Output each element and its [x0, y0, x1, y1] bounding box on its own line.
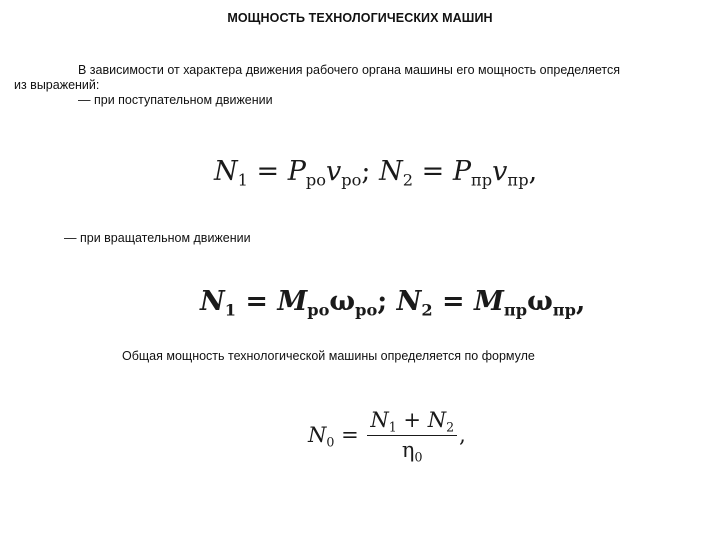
- equals-sign: =: [235, 286, 278, 317]
- subscript: 2: [421, 300, 433, 320]
- symbol-n2: N: [427, 408, 447, 432]
- rotational-motion-label: — при вращательном движении: [64, 231, 251, 245]
- fraction: [367, 408, 457, 465]
- symbol-force: P: [452, 156, 471, 187]
- subscript: 1: [237, 170, 248, 190]
- symbol-torque: M: [277, 286, 308, 317]
- subscript: ро: [307, 300, 330, 320]
- fraction-numerator: [367, 408, 457, 436]
- symbol-n1: N: [200, 286, 225, 317]
- subscript: 1: [388, 419, 397, 435]
- subscript: ро: [341, 170, 362, 190]
- rotational-power-formula: [200, 286, 585, 320]
- subscript: пр: [503, 300, 528, 320]
- symbol-n0: N: [308, 422, 327, 447]
- intro-text-line-2: из выражений:: [14, 78, 100, 92]
- subscript: пр: [470, 170, 493, 190]
- symbol-torque: M: [474, 286, 504, 317]
- punctuation: ,: [575, 286, 586, 317]
- subscript: 2: [446, 419, 455, 435]
- subscript: пр: [507, 170, 529, 190]
- symbol-n1: N: [214, 156, 238, 187]
- subscript: ро: [355, 300, 378, 320]
- subscript: 0: [326, 434, 335, 450]
- subscript: 2: [402, 170, 414, 190]
- equals-sign: =: [413, 156, 453, 187]
- punctuation: ,: [459, 422, 466, 447]
- symbol-velocity: v: [326, 156, 342, 187]
- separator: ;: [361, 156, 380, 187]
- subscript: 0: [414, 449, 423, 465]
- subscript: ро: [305, 170, 327, 190]
- intro-text-line-1: В зависимости от характера движения рабочего органа машины его мощность определяется: [78, 63, 621, 77]
- total-power-label: Общая мощность технологической машины определяется по формуле: [122, 349, 535, 363]
- symbol-efficiency: η: [401, 438, 415, 463]
- translational-power-formula: [214, 156, 537, 190]
- symbol-angular-velocity: ω: [329, 286, 356, 317]
- total-power-formula: [308, 408, 466, 465]
- plus-sign: +: [396, 408, 428, 432]
- separator: ;: [377, 286, 397, 317]
- equals-sign: =: [334, 422, 366, 447]
- symbol-velocity: v: [492, 156, 508, 187]
- punctuation: ,: [528, 156, 538, 187]
- symbol-angular-velocity: ω: [527, 286, 553, 317]
- equals-sign: =: [432, 286, 475, 317]
- subscript: пр: [552, 300, 576, 320]
- fraction-denominator: [367, 436, 457, 464]
- translational-motion-label: — при поступательном движении: [78, 93, 273, 107]
- equals-sign: =: [247, 156, 288, 187]
- page-title: МОЩНОСТЬ ТЕХНОЛОГИЧЕСКИХ МАШИН: [227, 11, 493, 25]
- symbol-n1: N: [370, 408, 389, 432]
- symbol-force: P: [287, 156, 306, 187]
- symbol-n2: N: [396, 286, 422, 317]
- subscript: 1: [224, 300, 236, 320]
- symbol-n2: N: [379, 156, 403, 187]
